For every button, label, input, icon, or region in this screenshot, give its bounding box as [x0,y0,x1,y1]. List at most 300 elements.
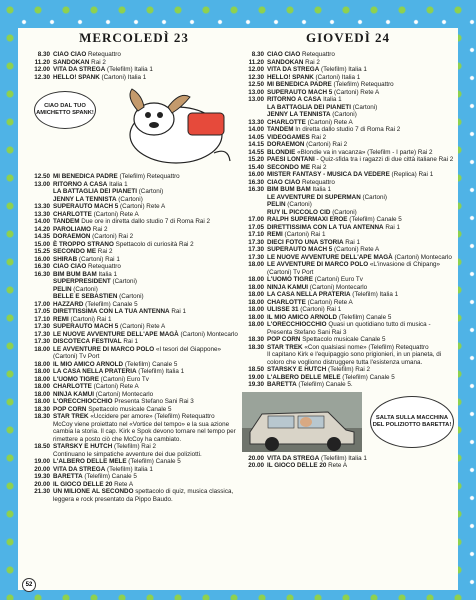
schedule-text [267,284,454,292]
program-details: Due ore in diretta dallo studio 7 di Roma Rai 2 [79,218,211,225]
program-title: TANDEM [53,218,80,225]
schedule-text [267,254,454,262]
program-title: CHARLOTTE [53,210,92,218]
program-title: MISTER FANTASY - MUSICA DA VEDERE [267,171,390,178]
schedule-time: 12.50 [248,81,264,88]
schedule-time: 18.00 [248,321,264,328]
schedule-row [28,398,240,406]
schedule-row [242,366,454,374]
schedule-time: 12.50 [34,173,50,180]
program-details: Rai 2 [309,133,327,141]
program-title: BLONDIE [267,148,296,156]
spank-dog-cartoon-icon [118,83,238,169]
program-title: SHIRAB [53,255,78,263]
schedule-time [242,104,267,112]
program-details: (Cartoni) Italia 1 [313,73,361,81]
schedule-row [242,314,454,322]
schedule-time [242,201,267,209]
program-title: MI BENEDICA PADRE [267,81,332,88]
schedule-row [28,323,240,331]
program-details: (Telefilm) Canale 5 [337,313,392,321]
schedule-row [28,181,240,189]
schedule-text [267,351,454,366]
schedule-text [267,59,454,67]
program-details: (Cartoni) Rai 2 [304,141,348,148]
schedule-list [242,51,454,389]
schedule-row [28,308,240,316]
schedule-time: 14.35 [34,233,50,240]
program-title: VITA DA STREGA [53,66,106,73]
program-title: L'ORECCHIOCCHIO [53,398,113,405]
schedule-text [267,149,454,157]
program-details: Continuano le simpatiche avventure dei due poliziotti. [53,450,202,458]
schedule-row [242,351,454,366]
schedule-row [28,218,240,226]
speech-bubble: SALTA SULLA MACCHINA DEL POLIZIOTTO BARETTA! [370,396,454,448]
schedule-text [53,286,240,294]
program-details: (Cartoni) Rete A [305,118,353,126]
program-details: (Cartoni) Rai 1 [282,231,326,238]
program-details: (Telefilm) Retequattro [331,81,394,88]
program-details: Il capitano Kirk e l'equipaggio sono prigionieri, in un pianeta, di coloro che vogliono distruggere tutta l'esistenza umana. [267,351,442,366]
schedule-row [242,462,454,470]
schedule-text [53,256,240,264]
program-title: SUPERAUTO MACH 5 [53,323,119,330]
program-details: (Cartoni) [116,195,143,203]
schedule-text [267,201,454,209]
program-title: STARSKY E HUTCH [53,443,113,450]
day-title: MERCOLEDÌ 23 [79,30,189,45]
schedule-time: 19.30 [34,473,50,480]
program-title: JENNY LA TENNISTA [267,111,331,118]
program-details: (Cartoni) [136,188,164,195]
schedule-row [28,413,240,421]
program-title: LA CASA NELLA PRATERIA [53,368,137,375]
program-details: Rai 1 [343,238,360,246]
schedule-time: 14.20 [34,225,50,233]
program-details: Italia 1 [321,96,342,103]
schedule-text [267,231,454,239]
program-details: (Cartoni) Euro Tv [98,375,149,383]
schedule-row [242,119,454,127]
program-details: (Cartoni) Rete A [91,383,139,390]
program-details: Rete A [112,480,134,488]
program-title: LE AVVENTURE DI MARCO POLO [267,261,369,268]
schedule-time: 17.30 [248,246,264,253]
schedule-text [267,306,454,314]
program-title: È TROPPO STRANO [53,240,114,248]
program-details: (Telefilm) Canale 5 [126,458,181,465]
schedule-text [267,381,454,389]
schedule-time: 17.30 [248,238,264,246]
column-wednesday [28,30,240,503]
schedule-row [242,171,454,179]
schedule-row [28,361,240,369]
program-title: STAR TREK [53,413,89,420]
schedule-time: 17.05 [34,308,50,315]
program-title: SUPERAUTO MACH 5 [53,203,119,210]
program-title: LE AVVENTURE DI SUPERMAN [267,193,361,201]
schedule-time: 18.00 [34,360,50,368]
program-details: Italia 1 [310,186,332,193]
schedule-time: 17.30 [34,330,50,338]
program-details: (Telefilm) Rai 2 [112,443,156,450]
schedule-row [28,376,240,384]
schedule-row [28,188,240,196]
schedule-text [267,299,454,307]
schedule-text [53,301,240,309]
schedule-text [53,278,240,286]
schedule-time: 15.20 [248,156,264,163]
program-title: REMI [267,231,283,238]
program-title: UN MILIONE AL SECONDO [53,488,134,495]
schedule-time: 16.30 [248,186,264,193]
schedule-row [242,224,454,232]
schedule-row [242,336,454,344]
program-title: ULISSE 31 [267,306,299,313]
schedule-row [242,126,454,134]
schedule-row [242,321,454,336]
schedule-row [242,179,454,187]
program-details: Spettacolo di curiosità Rai 2 [113,240,194,248]
schedule-text [53,383,240,391]
schedule-text [267,164,454,172]
program-details: (Cartoni) [350,103,378,111]
program-title: SANDOKAN [267,58,304,66]
schedule-time: 19.00 [248,373,264,381]
schedule-row [28,488,240,503]
program-details: Retequattro [300,178,335,186]
schedule-text [267,216,454,224]
schedule-time: 14.05 [248,133,264,141]
schedule-row [242,344,454,352]
schedule-row [242,239,454,247]
schedule-time: 18.00 [34,368,50,375]
program-title: CIAO CIAO [267,51,301,58]
program-title: IL MIO AMICO ARNOLD [267,313,338,321]
program-details: (Telefilm) Canale 5 [82,473,137,480]
schedule-time: 12.30 [248,73,264,81]
schedule-row [28,293,240,301]
schedule-text [267,104,454,112]
schedule-text [53,398,240,406]
schedule-row [28,196,240,204]
program-details: (Cartoni) [330,111,357,118]
program-details: Rai 2 [303,58,320,66]
program-details: McCoy viene proiettato nel «Vortice del tempo» e la sua azione cambia la storia. Il cap. Kirk e Spok devono tornare nel tempo per rimettere a posto ciò che McCoy ha cambiato. [53,420,236,443]
schedule-time [28,278,53,286]
schedule-time: 14.00 [34,218,50,225]
program-details: Retequattro [300,51,335,58]
schedule-text [267,81,454,89]
program-title: SECONDO ME [267,163,311,171]
schedule-row [242,306,454,314]
schedule-time: 13.30 [248,118,264,126]
schedule-time: 17.30 [34,338,50,345]
program-title: SECONDO ME [53,248,97,255]
schedule-text [53,196,240,204]
schedule-text [53,293,240,301]
schedule-row [28,278,240,286]
schedule-text [53,233,240,241]
program-details: (Cartoni) Rete A [305,298,353,306]
schedule-text [53,376,240,384]
program-details: Retequattro [86,263,121,270]
schedule-text [267,111,454,119]
program-details: Rai 2 [89,58,106,66]
program-title: RITORNO A CASA [267,96,322,103]
schedule-text [267,74,454,82]
schedule-text [267,156,454,164]
schedule-row [28,368,240,376]
schedule-time: 18.00 [34,398,50,405]
program-title: L'ALBERO DELLE MELE [53,458,127,465]
schedule-row [28,316,240,324]
program-title: LE AVVENTURE DI MARCO POLO [53,345,155,353]
schedule-time: 14.15 [248,141,264,148]
schedule-row [242,291,454,299]
schedule-row [28,263,240,271]
schedule-row [242,299,454,307]
schedule-row [242,209,454,217]
schedule-row [28,338,240,346]
schedule-text [267,321,454,336]
schedule-text [267,291,454,299]
schedule-time: 16.30 [34,263,50,270]
schedule-time: 16.30 [248,178,264,186]
program-title: SANDOKAN [53,58,90,66]
schedule-text [267,51,454,59]
schedule-time: 18.50 [34,443,50,450]
program-title: BARETTA [53,473,83,480]
program-details: «L'invasione di Chipang» (Cartoni) Tv Port [267,261,441,276]
program-details: (Cartoni) [71,285,98,293]
schedule-time: 15.40 [248,163,264,171]
schedule-row [242,186,454,194]
program-details: (Telefilm) Canale 5 [340,373,395,381]
schedule-time: 16.30 [34,270,50,278]
schedule-row [242,455,454,463]
schedule-text [53,218,240,226]
program-details: spettacolo di quiz, musica classica, leggera e rock presentato da Pippo Baudo. [53,488,234,503]
schedule-time: 19.30 [248,381,264,388]
schedule-time: 13.00 [248,96,264,103]
schedule-time: 18.00 [248,283,264,291]
schedule-row [28,74,240,82]
schedule-text [53,263,240,271]
schedule-text [53,181,240,189]
schedule-time: 18.00 [248,276,264,283]
speech-bubble: CIAO DAL TUO AMICHETTO SPANK! [34,91,96,129]
schedule-time: 13.00 [34,180,50,188]
program-details: (Cartoni) Rete A [118,323,166,330]
schedule-text [53,406,240,414]
schedule-row [28,458,240,466]
program-details: (Cartoni) Rai 1 [68,315,112,323]
program-title: DORAEMON [267,141,305,148]
program-details: (Telefilm) Canale 5 [347,216,402,223]
schedule-text [267,314,454,322]
schedule-row [28,466,240,474]
schedule-text [267,119,454,127]
program-title: L'ALBERO DELLE MELE [267,373,341,381]
schedule-row [28,211,240,219]
program-title: DIECI FOTO UNA STORIA [267,238,344,246]
schedule-time: 12.00 [34,66,50,73]
schedule-text [53,331,240,339]
schedule-time: 13.30 [34,210,50,218]
program-title: CHARLOTTE [267,298,306,306]
program-details: Rete A [326,462,348,469]
schedule-time: 13.00 [248,88,264,96]
program-details: (Replica) Rai 1 [389,171,434,178]
program-title: CIAO CIAO [53,263,87,270]
schedule-text [267,126,454,134]
schedule-row [242,104,454,112]
program-title: SUPERAUTO MACH 5 [267,88,333,96]
schedule-row [28,286,240,294]
schedule-row [242,81,454,89]
schedule-row [242,164,454,172]
program-details: (Telefilm) Italia 1 [136,368,185,375]
program-details: «I tesori del Giappone» (Cartoni) Tv Port [53,345,221,360]
schedule-text [53,271,240,279]
schedule-text [53,458,240,466]
schedule-list-bottom [242,455,454,470]
program-details: Presenta Stefano Sani Rai 3 [112,398,194,405]
schedule-text [267,209,454,217]
program-details: «Con qualsiasi nome» (Telefilm) Retequattro [302,343,429,351]
schedule-text [267,455,454,463]
schedule-time: 18.30 [34,413,50,420]
schedule-row [242,216,454,224]
schedule-text [267,224,454,232]
schedule-text [267,134,454,142]
schedule-time: 8.30 [37,51,50,58]
schedule-time [242,351,267,366]
schedule-time: 18.00 [34,375,50,383]
schedule-row [242,111,454,119]
schedule-row [242,74,454,82]
schedule-row [242,66,454,74]
program-title: VIDEOGAMES [267,133,310,141]
schedule-time: 17.30 [248,253,264,261]
schedule-time: 12.00 [248,66,264,73]
schedule-row [28,391,240,399]
schedule-time: 11.20 [248,58,264,66]
schedule-row [242,59,454,67]
schedule-row [242,254,454,262]
schedule-text [267,179,454,187]
program-title: STARSKY E HUTCH [267,366,327,373]
schedule-time: 18.30 [34,405,50,413]
program-details: «Uccidere per amore» (Telefilm) Retequattro [88,413,215,420]
schedule-row [28,383,240,391]
schedule-row [242,284,454,292]
schedule-row [28,248,240,256]
schedule-text [267,462,454,470]
program-details: (Cartoni) [117,293,144,300]
program-details: (Cartoni) Montecarlo [308,283,368,291]
schedule-text [53,488,240,503]
program-title: CIAO CIAO [267,178,301,186]
schedule-row [28,331,240,339]
schedule-time: 17.00 [34,300,50,308]
program-details: Rai 1 [121,338,139,345]
program-details: (Cartoni) Italia 1 [99,73,147,81]
program-title: STAR TREK [267,343,303,351]
schedule-text [53,346,240,361]
program-title: IL MIO AMICO ARNOLD [53,360,124,368]
program-title: HAZZARD [53,300,84,308]
schedule-time: 18.00 [34,345,50,353]
schedule-time: 15.00 [34,240,50,248]
schedule-time: 14.00 [248,126,264,133]
schedule-text [53,473,240,481]
schedule-time: 20.00 [248,462,264,469]
program-details: «Blondie va in vacanza» (Telefilm - I parte) Rai 2 [295,148,433,156]
program-title: BARETTA [267,381,297,388]
program-title: PAESI LONTANI [267,156,315,163]
program-title: RALPH SUPERMAXI EROE [267,216,348,223]
program-details: Italia 1 [96,270,118,278]
schedule-time: 18.50 [248,366,264,373]
schedule-time [242,194,267,202]
program-details: (Telefilm) Canale 5 [123,360,178,368]
schedule-row [242,261,454,276]
program-title: VITA DA STREGA [267,454,320,462]
schedule-time [28,293,53,301]
schedule-text [53,248,240,256]
program-details: (Telefilm) Italia 1 [105,465,153,473]
program-title: PAROLIAMO [53,225,92,233]
schedule-row [28,421,240,444]
schedule-row [28,233,240,241]
program-title: HELLO! SPANK [267,73,314,81]
schedule-row [242,96,454,104]
schedule-text [53,316,240,324]
schedule-text [53,173,240,181]
baretta-car-photo [242,392,454,452]
schedule-row [28,59,240,67]
schedule-text [267,366,454,374]
program-title: IL GIOCO DELLE 20 [53,480,113,488]
program-title: DIRETTISSIMA CON LA TUA ANTENNA [267,223,384,231]
program-title: DISCOTECA FESTIVAL [53,338,122,345]
schedule-row [242,381,454,389]
program-title: SUPERPRESIDENT [53,278,111,285]
program-title: CHARLOTTE [267,118,306,126]
schedule-time: 18.00 [248,298,264,306]
program-details: Italia 1 [107,180,128,188]
schedule-row [242,231,454,239]
program-details: (Cartoni) [330,208,357,216]
schedule-row [242,51,454,59]
program-title: DORAEMON [53,233,91,240]
schedule-text [53,443,240,451]
schedule-row [28,473,240,481]
schedule-row [242,246,454,254]
schedule-time: 18.00 [248,261,264,268]
program-title: TANDEM [267,126,294,133]
schedule-row [242,149,454,157]
schedule-text [53,466,240,474]
program-title: SUPERAUTO MACH 5 [267,246,333,253]
program-details: (Cartoni) Montecarlo [178,330,238,338]
program-details: (Cartoni) Montecarlo [94,390,154,398]
program-details: Quasi un quotidiano tutto di musica - Presenta Stefano Sani Rai 3 [267,321,431,336]
program-details: (Cartoni) Rete A [91,210,139,218]
